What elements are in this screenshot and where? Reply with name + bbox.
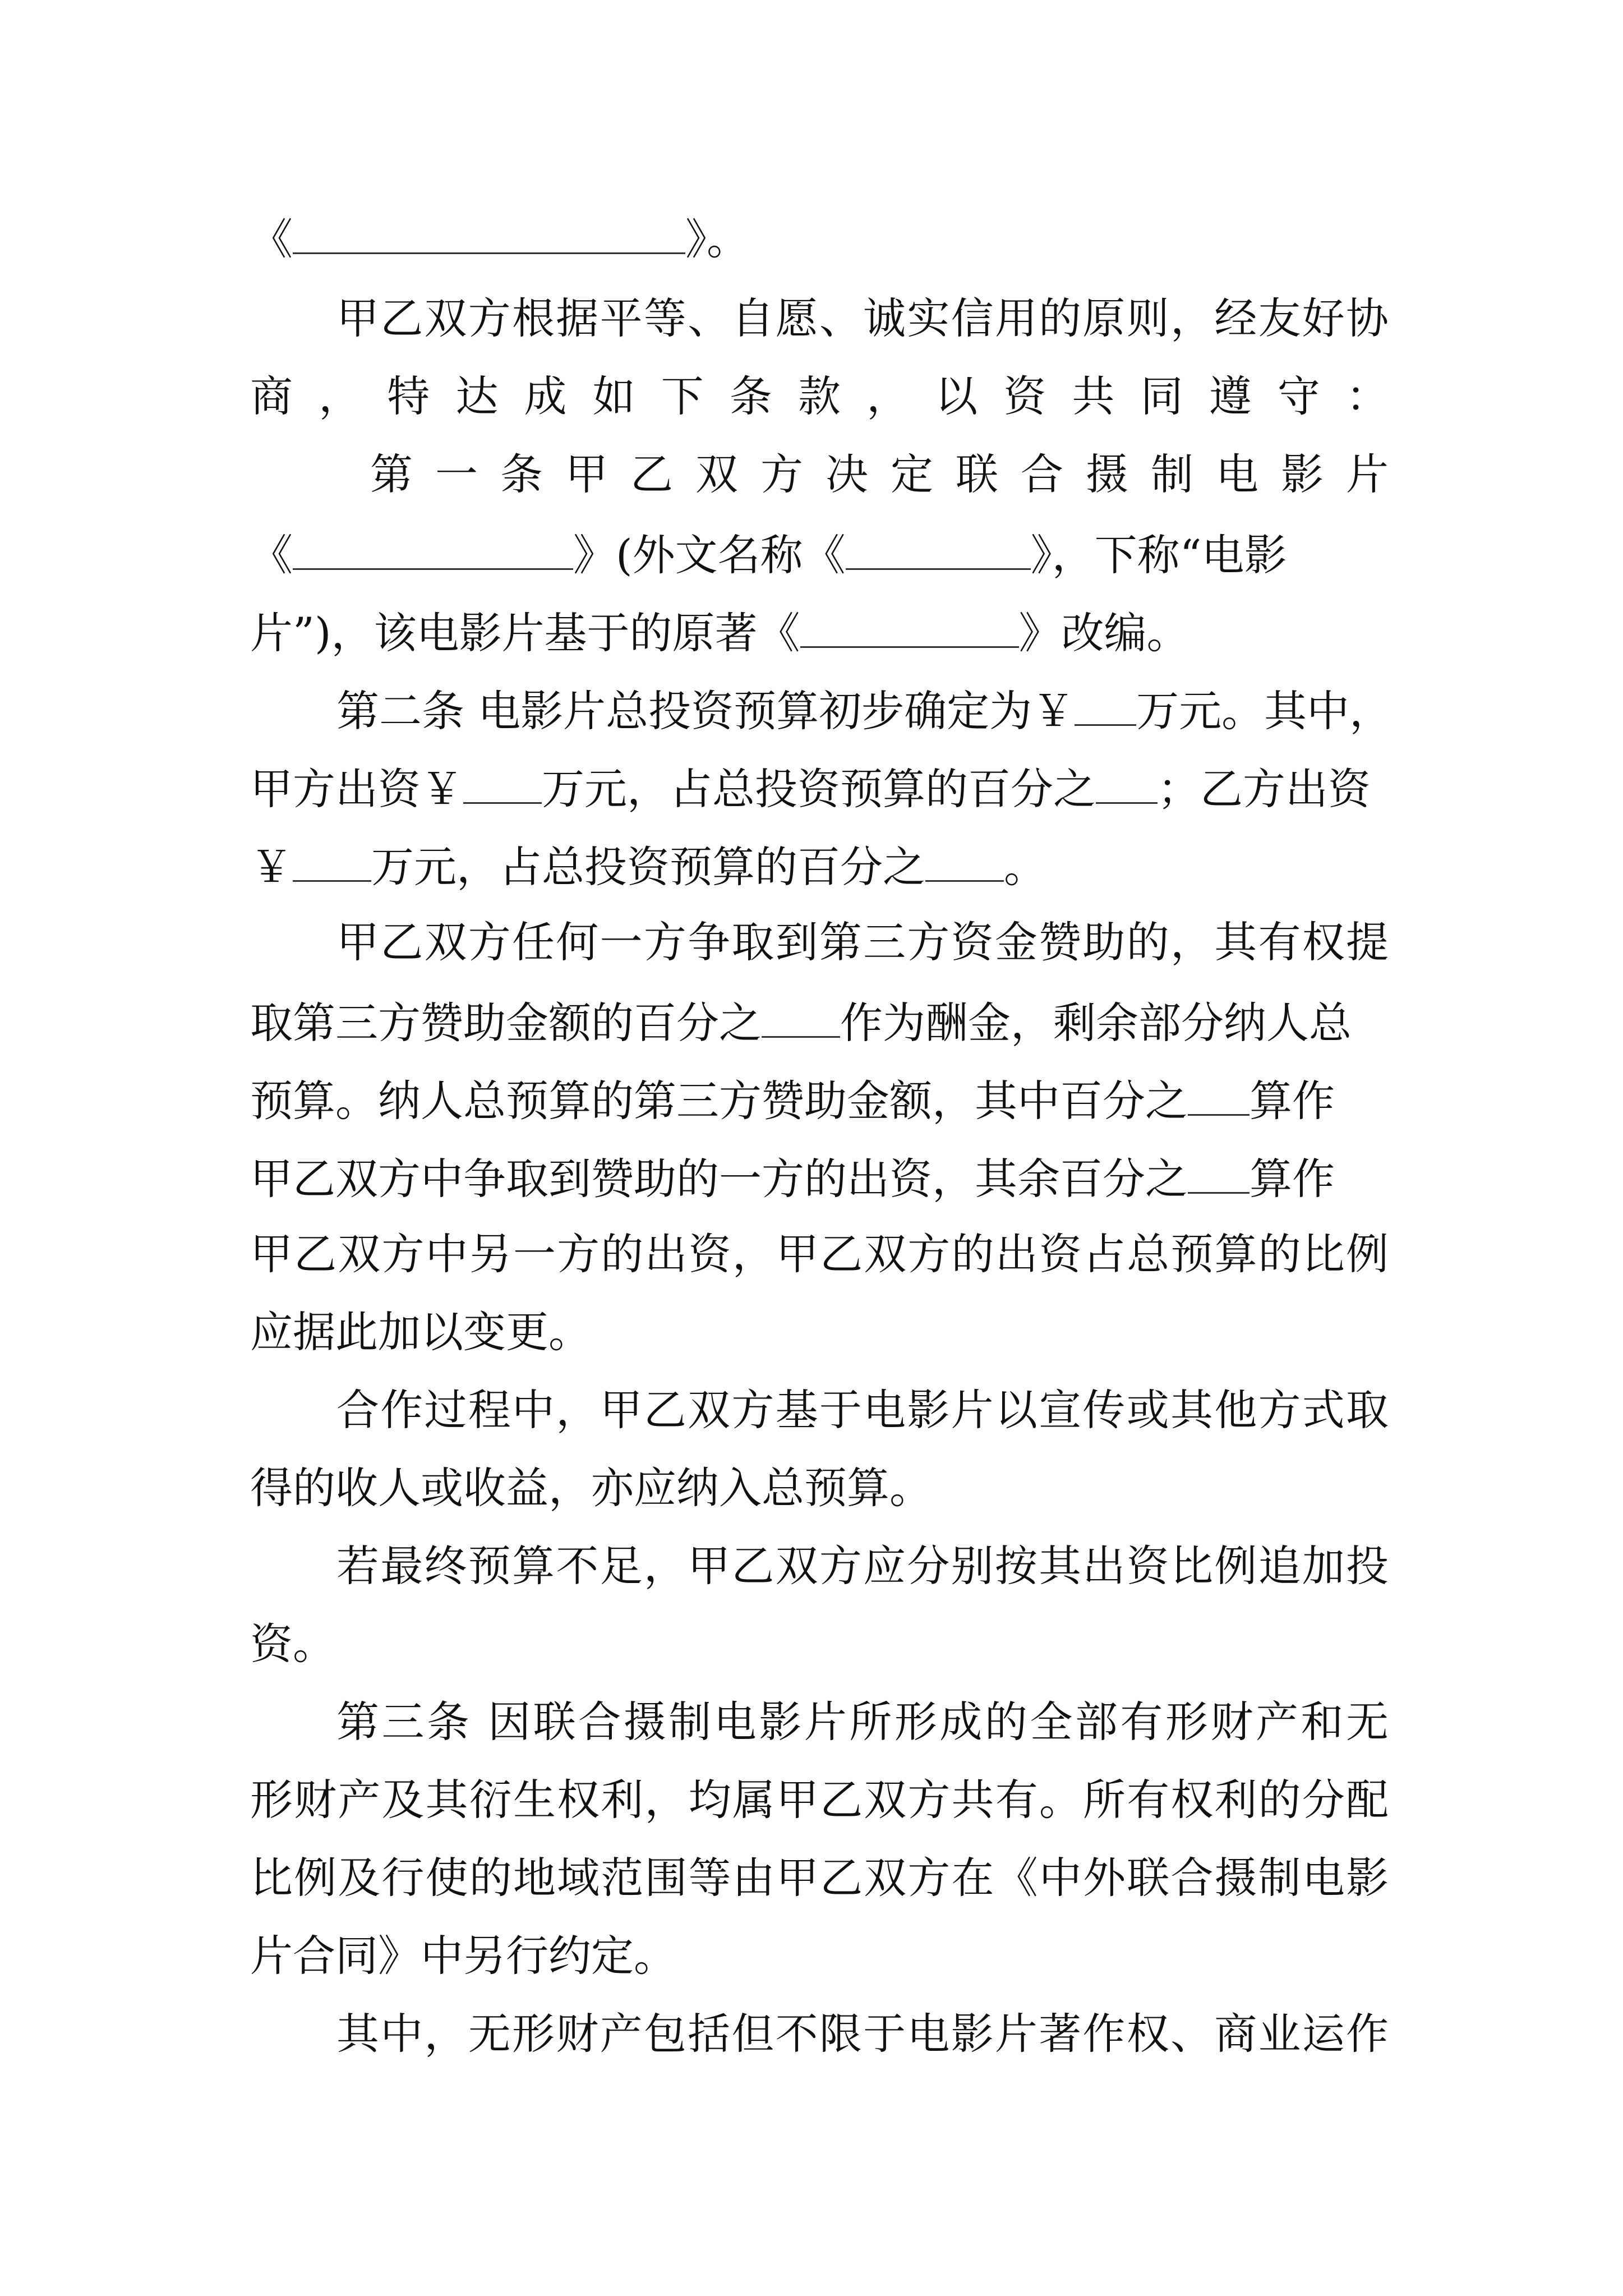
blank-field: [1188, 1148, 1249, 1194]
doc-line: 甲方出资￥ 万元，占总投资预算的百分之 ；乙方出资: [250, 758, 1389, 817]
doc-line: 得的收人或收益，亦应纳入总预算。: [250, 1463, 932, 1513]
blank-field: [1188, 1070, 1249, 1116]
doc-line: 《 》(外文名称《 》，下称“电影: [250, 524, 1389, 583]
doc-line: 若最终预算不足，甲乙双方应分别按其出资比例追加投: [336, 1541, 1389, 1591]
blank-field: [846, 524, 1031, 570]
doc-line: 甲乙双方任何一方争取到第三方资金赞助的，其有权提: [336, 917, 1389, 967]
doc-line: 甲乙双方根据平等、自愿、诚实信用的原则，经友好协: [336, 293, 1389, 343]
doc-line: ￥ 万元，占总投资预算的百分之 。: [250, 836, 1389, 895]
doc-line: 形财产及其衍生权利，均属甲乙双方共有。所有权利的分配: [250, 1775, 1389, 1825]
doc-line: 片合同》中另行约定。: [250, 1931, 676, 1981]
doc-line: 第二条 电影片总投资预算初步确定为￥ 万元。其中，: [336, 680, 1389, 739]
blank-field: [762, 992, 840, 1038]
blank-field: [1096, 758, 1158, 804]
doc-line: 其中，无形财产包括但不限于电影片著作权、商业运作: [336, 2009, 1389, 2059]
doc-line: 合作过程中，甲乙双方基于电影片以宣传或其他方式取: [336, 1385, 1389, 1435]
blank-field: [293, 209, 685, 254]
doc-line: 片”)，该电影片基于的原著《 》改编。: [250, 602, 1389, 661]
doc-line: 甲乙双方中另一方的出资，甲乙双方的出资占总预算的比例: [250, 1229, 1389, 1279]
blank-field: [800, 602, 1019, 648]
doc-line: 甲乙双方中争取到赞助的一方的出资，其余百分之 算作: [250, 1148, 1389, 1207]
blank-field: [463, 758, 542, 804]
blank-field: [293, 524, 573, 570]
blank-field: [925, 836, 1004, 882]
doc-line: 资。: [250, 1619, 335, 1669]
doc-line: 比例及行使的地域范围等由甲乙双方在《中外联合摄制电影: [250, 1853, 1389, 1903]
blank-field: [1075, 680, 1136, 726]
doc-line: 第三条 因联合摄制电影片所形成的全部有形财产和无: [336, 1697, 1389, 1747]
blank-field: [293, 836, 371, 882]
doc-line: 《 》。: [250, 209, 1389, 268]
article-heading: 第 一 条 甲 乙 双 方 决 定 联 合 摄 制 电 影 片: [370, 449, 1389, 499]
doc-line: 应据此加以变更。: [250, 1307, 591, 1357]
doc-line: 取第三方赞助金额的百分之 作为酬金，剩余部分纳人总: [250, 992, 1389, 1051]
doc-line: 商，特达成如下条款，以资共同遵守：: [250, 371, 1389, 421]
doc-line: 预算。纳人总预算的第三方赞助金额，其中百分之 算作: [250, 1070, 1389, 1129]
